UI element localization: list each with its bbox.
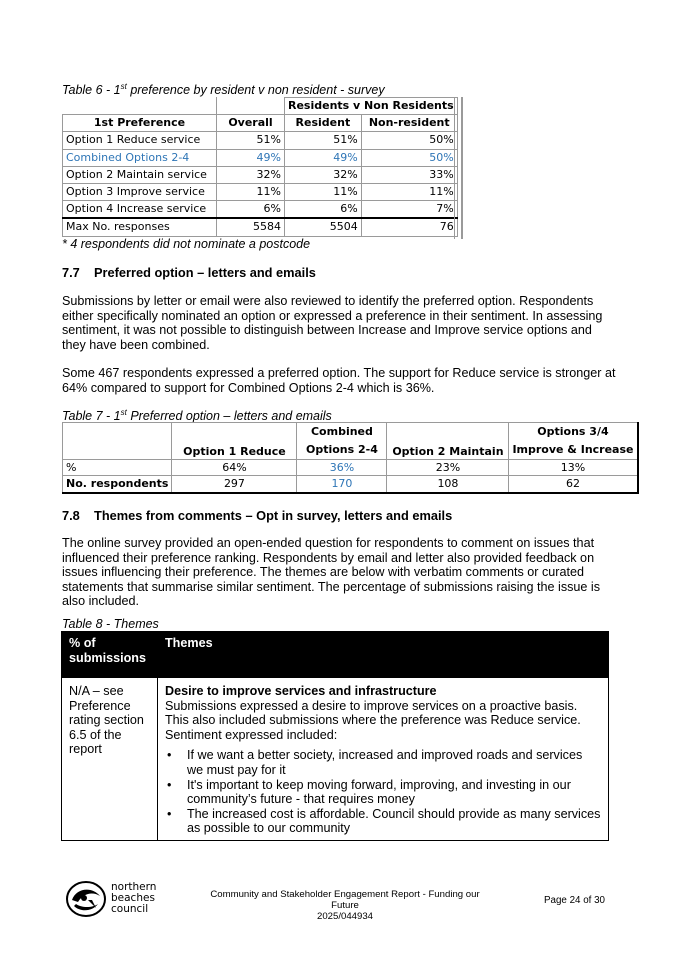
cell-nonresident: 76 bbox=[361, 218, 457, 236]
cell-overall: 6% bbox=[217, 201, 285, 219]
footer-center: Community and Stakeholder Engagement Report - Funding our Future 2025/044934 bbox=[210, 889, 480, 922]
table7 bbox=[62, 422, 639, 494]
cell: 297 bbox=[172, 476, 297, 493]
col-header: Option 1 Reduce bbox=[172, 423, 297, 460]
table6-right-rule bbox=[454, 97, 463, 239]
table-row bbox=[63, 166, 458, 183]
theme-bullets bbox=[165, 748, 601, 836]
bullet-icon: • bbox=[166, 777, 172, 792]
section-7-8-heading: 7.8 Themes from comments – Opt in survey, letters and emails bbox=[62, 508, 453, 523]
col-header: Options 3/4 Improve & Increase bbox=[509, 423, 638, 460]
col-header: Combined Options 2-4 bbox=[297, 423, 387, 460]
cell-overall: 49% bbox=[217, 149, 285, 166]
table-row bbox=[63, 460, 638, 476]
council-logo-text: northern beaches council bbox=[111, 881, 157, 915]
row-label: Option 4 Increase service bbox=[63, 201, 217, 219]
section-7-7-heading: 7.7 Preferred option – letters and emails bbox=[62, 265, 316, 280]
cell-resident: 49% bbox=[285, 149, 362, 166]
cell-nonresident: 33% bbox=[361, 166, 457, 183]
cell-nonresident: 50% bbox=[361, 132, 457, 149]
cell-overall: 5584 bbox=[217, 218, 285, 236]
cell: 62 bbox=[509, 476, 638, 493]
table-row bbox=[63, 476, 638, 493]
table-row bbox=[63, 218, 458, 236]
cell-resident: 51% bbox=[285, 132, 362, 149]
row-label: No. respondents bbox=[63, 476, 172, 493]
row-label: Max No. responses bbox=[63, 218, 217, 236]
section-7-8-para: The online survey provided an open-ended question for respondents to comment on issues that influenced their preference ranking. Respondents by email and letter also provided feedback on issues influencing their preference. The themes are below with verbatim comments or curated statements that summarise similar sentiment. The percentage of submissions raising the issue is also included. bbox=[62, 536, 601, 609]
cell-resident: 11% bbox=[285, 183, 362, 200]
cell-overall: 32% bbox=[217, 166, 285, 183]
bullet-icon: • bbox=[166, 748, 172, 763]
theme-text: Submissions expressed a desire to improve services on a proactive basis. This also included submissions where the preference was Reduce service. Sentiment expressed included: bbox=[164, 698, 581, 742]
table-row bbox=[63, 132, 458, 149]
table8 bbox=[61, 631, 609, 841]
row-label: Combined Options 2-4 bbox=[63, 149, 217, 166]
cell-overall: 11% bbox=[217, 183, 285, 200]
cell: 64% bbox=[172, 460, 297, 476]
bullet-icon: • bbox=[166, 806, 172, 821]
table-row bbox=[63, 149, 458, 166]
cell: 23% bbox=[387, 460, 509, 476]
list-item: • If we want a better society, increased and improved roads and services we must pay for it bbox=[166, 748, 583, 777]
col-header: 1st Preference bbox=[63, 115, 217, 132]
group-header: Residents v Non Residents bbox=[285, 98, 458, 115]
row-label: Option 1 Reduce service bbox=[63, 132, 217, 149]
table-row bbox=[63, 201, 458, 219]
table8-wrapper bbox=[61, 631, 609, 841]
themes-cell bbox=[157, 678, 608, 841]
cell: 36% bbox=[297, 460, 387, 476]
cell-overall: 51% bbox=[217, 132, 285, 149]
table6-note: * 4 respondents did not nominate a postcode bbox=[62, 237, 311, 251]
cell-resident: 32% bbox=[285, 166, 362, 183]
table6 bbox=[62, 97, 458, 237]
table6-caption: Table 6 - 1st preference by resident v non resident - survey bbox=[62, 82, 385, 98]
table-row bbox=[63, 183, 458, 200]
col-header: Option 2 Maintain bbox=[387, 423, 509, 460]
col-header: Overall bbox=[217, 115, 285, 132]
council-logo-icon bbox=[64, 878, 108, 920]
section-7-7-para1: Submissions by letter or email were also reviewed to identify the preferred option. Respondents either specifically nominated an option or expressed a preference in their sentiment. In assessing sentiment, it was not possible to distinguish between Increase and Improve service options and they have been combined. bbox=[62, 294, 603, 352]
row-label: % bbox=[63, 460, 172, 476]
cell: 108 bbox=[387, 476, 509, 493]
cell: 13% bbox=[509, 460, 638, 476]
cell: 170 bbox=[297, 476, 387, 493]
table8-caption: Table 8 - Themes bbox=[62, 617, 159, 631]
cell-nonresident: 11% bbox=[361, 183, 457, 200]
table7-caption: Table 7 - 1st Preferred option – letters and emails bbox=[62, 408, 332, 424]
table6-wrapper bbox=[62, 97, 458, 237]
list-item: • The increased cost is affordable. Council should provide as many services as possible to our community bbox=[166, 806, 601, 836]
table-row bbox=[62, 678, 609, 841]
cell-nonresident: 50% bbox=[361, 149, 457, 166]
section-7-7-para2: Some 467 respondents expressed a preferred option. The support for Reduce service is stronger at 64% compared to support for Combined Options 2-4 which is 36%. bbox=[62, 366, 616, 395]
row-label: Option 3 Improve service bbox=[63, 183, 217, 200]
cell-nonresident: 7% bbox=[361, 201, 457, 219]
table7-wrapper bbox=[62, 422, 639, 494]
cell-resident: 6% bbox=[285, 201, 362, 219]
pct-cell: N/A – see Preference rating section 6.5 of the report bbox=[62, 678, 158, 841]
header-pct: % of submissions bbox=[62, 632, 158, 678]
row-label: Option 2 Maintain service bbox=[63, 166, 217, 183]
list-item: • It's important to keep moving forward, improving, and investing in our community’s future - that requires money bbox=[166, 777, 571, 807]
col-header: Non-resident bbox=[361, 115, 457, 132]
cell-resident: 5504 bbox=[285, 218, 362, 236]
theme-title: Desire to improve services and infrastructure bbox=[164, 684, 437, 698]
col-header: Resident bbox=[285, 115, 362, 132]
header-themes: Themes bbox=[157, 632, 608, 678]
page-number: Page 24 of 30 bbox=[544, 895, 606, 906]
